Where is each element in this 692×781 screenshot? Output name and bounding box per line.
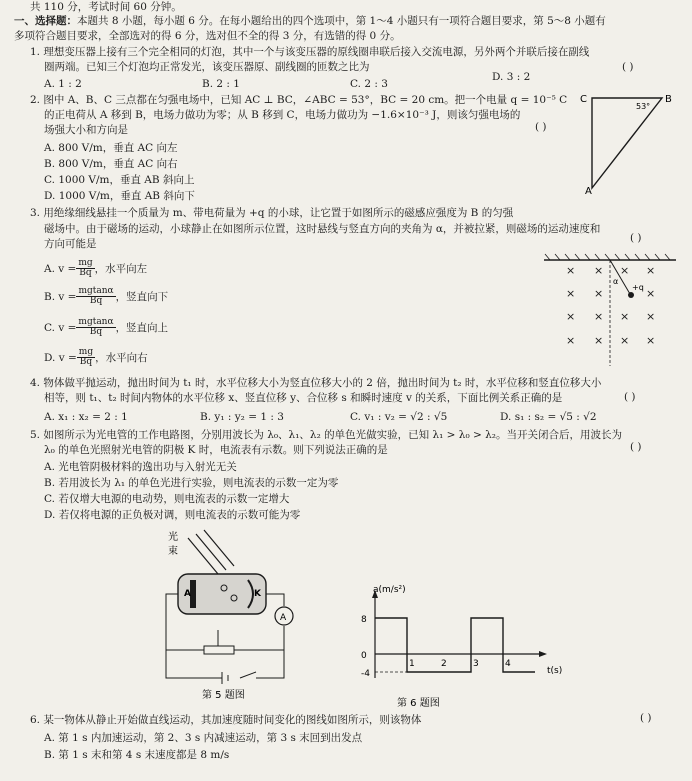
svg-text:×: × xyxy=(594,310,604,323)
q5-line-1: 5. 如图所示为光电管的工作电路图，分别用波长为 λ₀、λ₁、λ₂ 的单色光做实验，已知 λ₁ > λ₀ > λ₂。当开关闭合后，用波长为 xyxy=(30,429,622,441)
header-line: 共 110 分，考试时间 60 分钟。 xyxy=(30,1,182,13)
q3-alpha-label: α xyxy=(613,277,619,286)
svg-text:×: × xyxy=(646,310,656,323)
q6-series-line xyxy=(375,618,535,672)
q6-x-tick-label: 3 xyxy=(473,659,479,669)
q5-ammeter-label: A xyxy=(280,613,287,623)
svg-text:×: × xyxy=(594,287,604,300)
q6-x-tick-label: 1 xyxy=(409,659,415,669)
instructions-line-1: 本题共 8 小题，每小题 6 分。在每小题给出的四个选项中，第 1～4 小题只有一项符合题目要求，第 5～8 小题有 xyxy=(77,15,606,27)
q6-option-b: B. 第 1 s 末和第 4 s 末速度都是 8 m/s xyxy=(44,749,230,761)
q6-x-tick-label: 4 xyxy=(505,659,511,669)
section-instructions xyxy=(14,14,606,28)
q2-line-1: 2. 图中 A、B、C 三点都在匀强电场中，已知 AC ⊥ BC，∠ABC = 53°，BC = 20 cm。把一个电量 q = 10⁻⁵ C xyxy=(30,94,568,106)
svg-text:×: × xyxy=(566,334,576,347)
q5-option-c: C. 若仅增大电源的电动势，则电流表的示数一定增大 xyxy=(44,493,290,505)
q6-x-tick-label: 2 xyxy=(441,659,447,669)
q3-option-d: D. v = $\frac{mg}{Bq}$ ，水平向右 xyxy=(44,347,148,368)
instructions-line-2: 多项符合题目要求，全部选对的得 6 分，选对但不全的得 3 分，有选错的得 0 分。 xyxy=(14,30,401,42)
q2-line-3: 场强大小和方向是 xyxy=(44,124,128,136)
q4-option-a: A. x₁ : x₂ = 2 : 1 xyxy=(44,411,128,423)
q5-option-d: D. 若仅将电源的正负极对调，则电流表的示数可能为零 xyxy=(44,509,301,521)
q3-line-2: 磁场中。由于磁场的运动，小球静止在如图所示位置，这时悬线与竖直方向的夹角为 α，并被拉紧，则磁场的运动速度和 xyxy=(44,223,601,235)
q3-magnetic-field-figure xyxy=(540,250,680,368)
q1-answer-bracket: ( ) xyxy=(622,61,634,73)
q3-option-a: A. v = $\frac{mg}{Bq}$ ，水平向左 xyxy=(44,258,148,279)
q5-light-label: 光 xyxy=(168,532,178,543)
q2-label-c: C xyxy=(580,94,587,105)
svg-text:×: × xyxy=(646,287,656,300)
q5-label-a: A xyxy=(184,589,191,599)
q5-photocell-circuit-figure xyxy=(160,528,310,700)
q4-line-1: 4. 物体做平抛运动，抛出时间为 t₁ 时，水平位移大小为竖直位移大小的 2 倍，抛出时间为 t₂ 时，水平位移和竖直位移大小 xyxy=(30,377,602,389)
q5-line-2: λ₀ 的单色光照射光电管的阴极 K 时，电流表有示数。则下列说法正确的是 xyxy=(44,444,388,456)
q1-line-1: 1. 理想变压器上接有三个完全相同的灯泡，其中一个与该变压器的原线圈串联后接入交流电源，另外两个并联后接在副线 xyxy=(30,46,590,58)
q4-option-b: B. y₁ : y₂ = 1 : 3 xyxy=(200,411,284,423)
q1-option-c: C. 2 : 3 xyxy=(350,78,388,90)
q2-answer-bracket: ( ) xyxy=(535,121,547,133)
section-title: 一、选择题： xyxy=(14,15,77,27)
q3-answer-bracket: ( ) xyxy=(630,232,642,244)
q6-line-1: 6. 某一物体从静止开始做直线运动，其加速度随时间变化的图线如图所示，则该物体 xyxy=(30,714,422,726)
q6-figure-caption: 第 6 题图 xyxy=(397,698,440,709)
svg-text:×: × xyxy=(566,264,576,277)
q2-label-a: A xyxy=(585,186,592,196)
svg-text:×: × xyxy=(594,264,604,277)
q6-x-axis-arrow xyxy=(539,651,547,657)
q1-option-a: A. 1 : 2 xyxy=(44,78,82,90)
svg-text:×: × xyxy=(566,287,576,300)
q6-answer-bracket: ( ) xyxy=(640,712,652,724)
q2-line-2: 的正电荷从 A 移到 B，电场力做功为零；从 B 移到 C，电场力做功为 −1.6×10⁻³ J，则该匀强电场的 xyxy=(44,109,521,121)
q1-option-b: B. 2 : 1 xyxy=(202,78,240,90)
q1-option-d: D. 3 : 2 xyxy=(492,71,531,83)
svg-text:×: × xyxy=(594,334,604,347)
q3-line-3: 方向可能是 xyxy=(44,238,97,250)
q5-option-b: B. 若用波长为 λ₁ 的单色光进行实验，则电流表的示数一定为零 xyxy=(44,477,339,489)
q6-x-axis-label: t(s) xyxy=(547,666,563,676)
q5-label-k: K xyxy=(254,589,261,599)
q6-acceleration-graph xyxy=(345,582,575,710)
svg-text:×: × xyxy=(566,310,576,323)
q2-option-c: C. 1000 V/m，垂直 AB 斜向上 xyxy=(44,174,195,186)
svg-text:×: × xyxy=(620,264,630,277)
q2-triangle-figure xyxy=(570,84,680,196)
q3-line-1: 3. 用绝缘细线悬挂一个质量为 m、带电荷量为 +q 的小球，让它置于如图所示的磁感应强度为 B 的匀强 xyxy=(30,207,514,219)
svg-text:×: × xyxy=(620,310,630,323)
svg-text:×: × xyxy=(620,334,630,347)
svg-text:×: × xyxy=(646,264,656,277)
svg-text:×: × xyxy=(646,334,656,347)
q6-y-tick-label: 0 xyxy=(361,651,367,661)
q5-figure-caption: 第 5 题图 xyxy=(202,690,245,700)
q2-option-a: A. 800 V/m，垂直 AC 向左 xyxy=(44,142,178,154)
q3-option-b: B. v = $\frac{mgtan\alpha}{Bq}$ ，竖直向下 xyxy=(44,286,169,307)
q4-option-c: C. v₁ : v₂ = √2 : √5 xyxy=(350,411,448,423)
q4-answer-bracket: ( ) xyxy=(624,391,636,403)
q6-y-axis-label: a(m/s²) xyxy=(373,585,406,595)
q6-option-a: A. 第 1 s 内加速运动，第 2、3 s 内减速运动，第 3 s 末回到出发点 xyxy=(44,732,363,744)
q2-label-b: B xyxy=(665,94,672,105)
q2-angle-label: 53° xyxy=(636,102,651,111)
q3-charge-label: +q xyxy=(632,283,644,292)
q5-option-a: A. 光电管阴极材料的逸出功与入射光无关 xyxy=(44,461,237,473)
q6-y-tick-label: -4 xyxy=(361,669,370,679)
q4-line-2: 相等，则 t₁、t₂ 时间内物体的水平位移 x、竖直位移 y、合位移 s 和瞬时速度 v 的关系，下面比例关系正确的是 xyxy=(44,392,563,404)
q3-option-c: C. v = $\frac{mgtan\alpha}{Bq}$ ，竖直向上 xyxy=(44,317,169,338)
q2-option-b: B. 800 V/m，垂直 AC 向右 xyxy=(44,158,178,170)
q4-option-d: D. s₁ : s₂ = √5 : √2 xyxy=(500,411,597,423)
q6-y-tick-label: 8 xyxy=(361,615,367,625)
q2-option-d: D. 1000 V/m，垂直 AB 斜向下 xyxy=(44,190,195,202)
q5-answer-bracket: ( ) xyxy=(630,441,642,453)
q5-beam-label: 束 xyxy=(168,546,178,557)
q1-line-2: 圈两端。已知三个灯泡均正常发光，该变压器原、副线圈的匝数之比为 xyxy=(44,61,370,73)
